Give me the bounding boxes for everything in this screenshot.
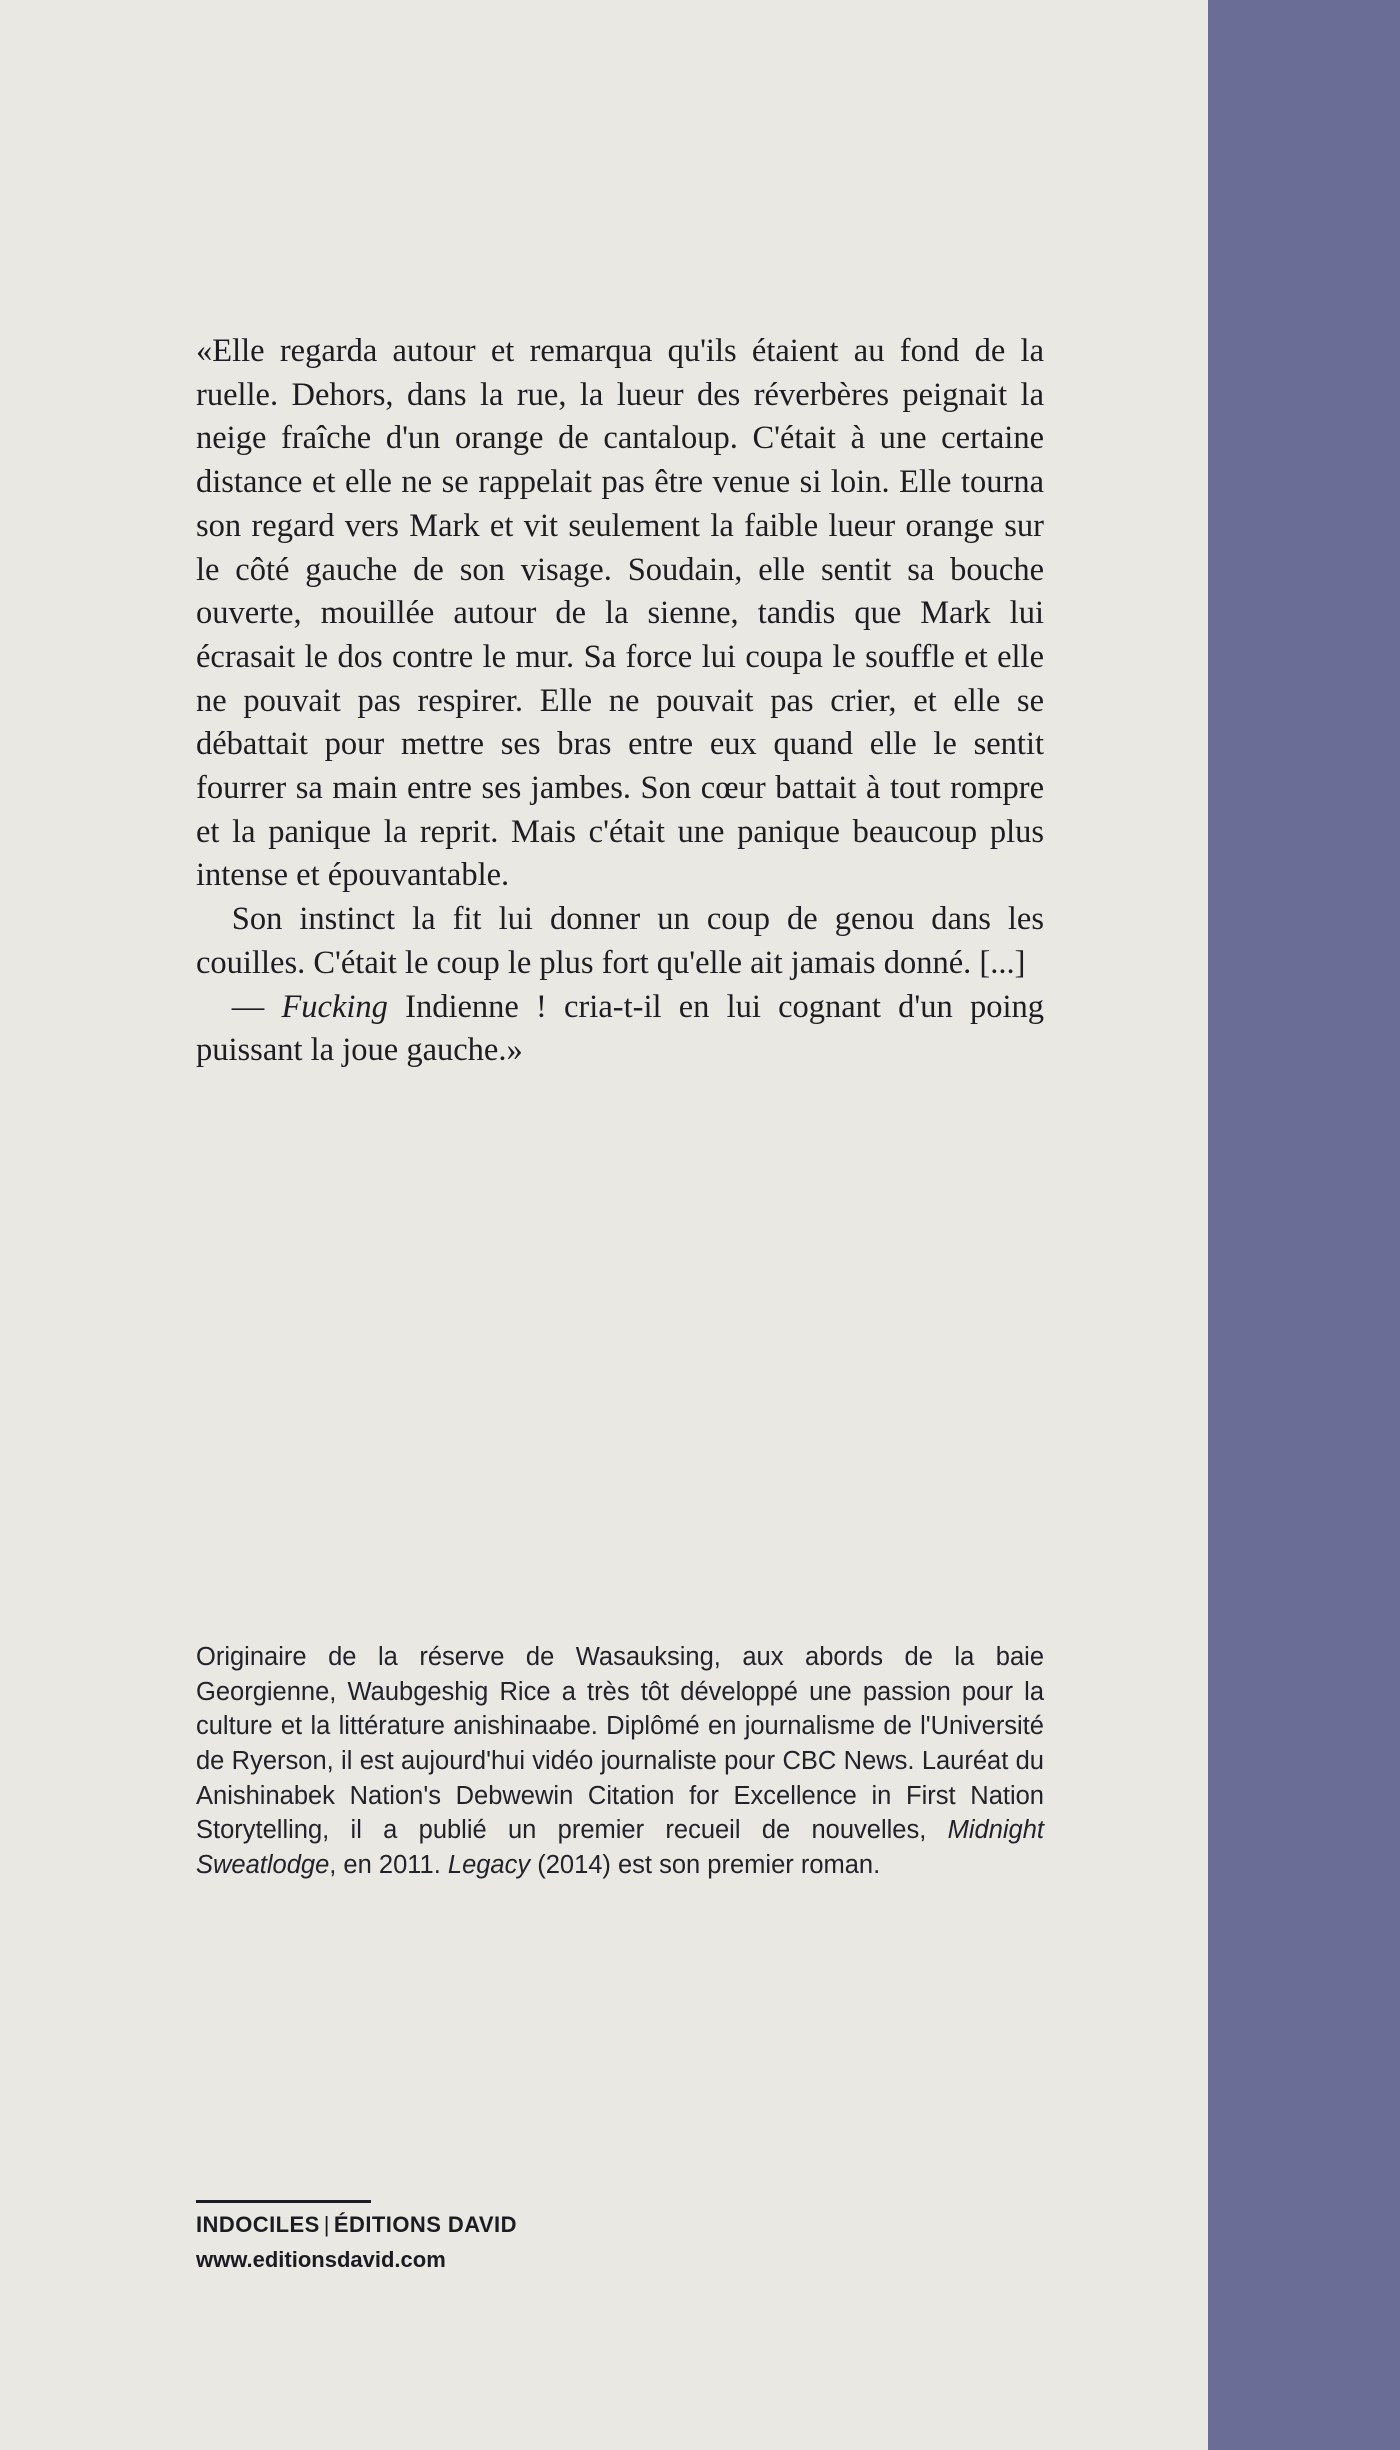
bio-text-part-3: (2014) est son premier roman. bbox=[530, 1851, 881, 1880]
publisher-name: ÉDITIONS DAVID bbox=[333, 2212, 517, 2237]
imprint-separator: | bbox=[323, 2212, 330, 2237]
excerpt-dialogue-line bbox=[196, 986, 1044, 1073]
author-bio bbox=[196, 1640, 1044, 1883]
footer-divider bbox=[196, 2200, 371, 2203]
imprint-line bbox=[196, 2212, 1044, 2238]
excerpt-block bbox=[196, 330, 1044, 1073]
bio-book-title-1: Midnight Sweatlodge bbox=[196, 1816, 1044, 1880]
publisher-website: www.editionsdavid.com bbox=[196, 2247, 446, 2272]
excerpt-paragraph-1: «Elle regarda autour et remarqua qu'ils étaient au fond de la ruelle. Dehors, dans la rue, la lueur des réverbères peignait la neige fraîche d'un orange de cantaloup. C'était à une certaine distance et elle ne se rappelait pas être venue si loin. Elle tourna son regard vers Mark et vit seulement la faible lueur orange sur le côté gauche de son visage. Soudain, elle sentit sa bouche ouverte, mouillée autour de la sienne, tandis que Mark lui écrasait le dos contre le mur. Sa force lui coupa le souffle et elle ne pouvait pas respirer. Elle ne pouvait pas crier, et elle se débattait pour mettre ses bras entre eux quand elle le sentit fourrer sa main entre ses jambes. Son cœur battait à tout rompre et la panique la reprit. Mais c'était une panique beaucoup plus intense et épouvantable. bbox=[196, 333, 1044, 894]
dialogue-emphasis: Fucking bbox=[281, 988, 388, 1025]
collection-name: INDOCILES bbox=[196, 2212, 320, 2237]
spine-panel bbox=[1208, 0, 1400, 2450]
back-cover-content bbox=[196, 0, 1208, 2450]
bio-text-part-1: Originaire de la réserve de Wasauksing, aux abords de la baie Georgienne, Waubgeshig Rice a très tôt développé une passion pour la culture et la littérature anishinaabe. Diplômé en journalisme de l'Université de Ryerson, il est aujourd'hui vidéo journaliste pour CBC News. Lauréat du Anishinabek Nation's Debwewin Citation for Excellence in First Nation Storytelling, il a publié un premier recueil de nouvelles, bbox=[196, 1643, 1044, 1845]
bio-book-title-2: Legacy bbox=[447, 1851, 531, 1880]
dialogue-remainder: Indienne ! cria-t-il en lui cognant d'un poing puissant la joue gauche.» bbox=[196, 988, 1044, 1069]
excerpt-paragraph-2: Son instinct la fit lui donner un coup de genou dans les couilles. C'était le coup le plus fort qu'elle ait jamais donné. [...] bbox=[196, 901, 1044, 981]
dialogue-dash: — bbox=[231, 988, 282, 1025]
footer-block bbox=[196, 2200, 1044, 2273]
bio-text-part-2: , en 2011. bbox=[329, 1851, 448, 1880]
